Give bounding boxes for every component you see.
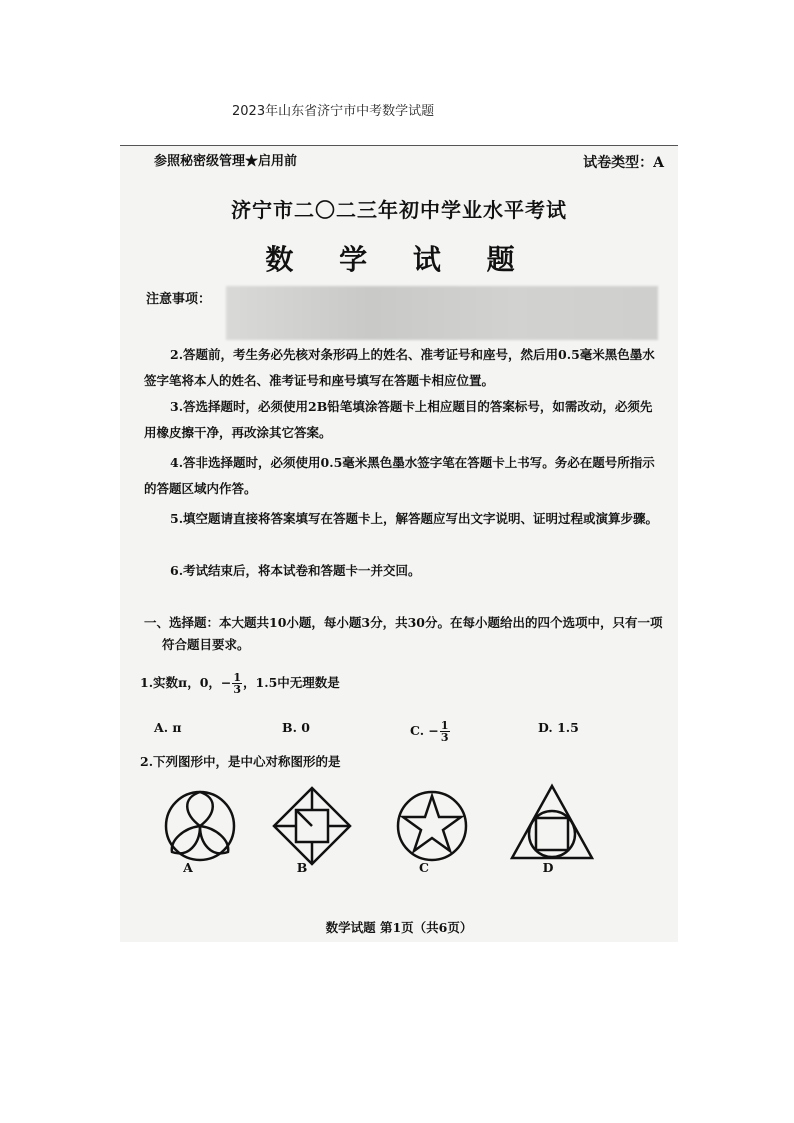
- q1-option-c-prefix: C. −: [410, 723, 439, 738]
- document-caption: 2023年山东省济宁市中考数学试题: [232, 104, 435, 119]
- q1-suffix: ，1.5中无理数是: [243, 675, 340, 690]
- q1-fraction: [232, 672, 242, 695]
- section-line-1: 一、选择题：本大题共10小题，每小题3分，共30分。在每小题给出的四个选项中，只有一项: [144, 615, 663, 630]
- section-line-2: 符合题目要求。: [162, 637, 250, 652]
- q1-option-b: B. 0: [282, 720, 310, 735]
- q1-option-c-den: 3: [440, 731, 449, 744]
- note-item: 6.考试结束后，将本试卷和答题卡一并交回。: [170, 563, 421, 578]
- secrecy-notice: 参照秘密级管理★启用前: [154, 154, 298, 169]
- exam-title: 济宁市二〇二三年初中学业水平考试: [231, 198, 567, 222]
- question-1: [140, 672, 340, 695]
- question-2: 2.下列图形中，是中心对称图形的是: [140, 754, 341, 769]
- note-item: 3.答选择题时，必须使用2B铅笔填涂答题卡上相应题目的答案标号，如需改动，必须先用橡皮擦干净，再改涂其它答案。: [144, 399, 653, 440]
- q1-option-a: A. π: [154, 720, 182, 735]
- figure-label-c: C: [419, 860, 429, 875]
- figure-label-d: D: [542, 860, 554, 875]
- q1-frac-den: 3: [233, 683, 242, 696]
- subject-title: 数 学 试 题: [265, 243, 533, 276]
- q1-prefix: 1.实数π，0，−: [140, 675, 232, 690]
- q1-frac-num: 1: [233, 671, 242, 684]
- q1-option-d: D. 1.5: [538, 720, 579, 735]
- note-item: 2.答题前，考生务必先核对条形码上的姓名、准考证号和座号，然后用0.5毫米黑色墨水签字笔将本人的姓名、准考证号和座号填写在答题卡相应位置。: [144, 347, 655, 388]
- q1-option-c-fraction: [440, 720, 450, 743]
- note-item: 5.填空题请直接将答案填写在答题卡上，解答题应写出文字说明、证明过程或演算步骤。: [170, 511, 659, 526]
- figure-label-b: B: [296, 860, 308, 875]
- q1-option-c-num: 1: [440, 719, 449, 732]
- q1-option-c: [410, 720, 451, 743]
- note-item: 4.答非选择题时，必须使用0.5毫米黑色墨水签字笔在答题卡上书写。务必在题号所指示的答题区域内作答。: [144, 455, 655, 496]
- figure-label-a: A: [183, 860, 193, 875]
- blurred-region: [226, 286, 658, 340]
- page-footer: 数学试题 第1页（共6页）: [325, 920, 473, 935]
- section-heading: [144, 612, 664, 656]
- paper-type: 试卷类型：A: [583, 155, 664, 171]
- exam-page-scan: [120, 145, 678, 942]
- notes-label: 注意事项：: [146, 292, 212, 307]
